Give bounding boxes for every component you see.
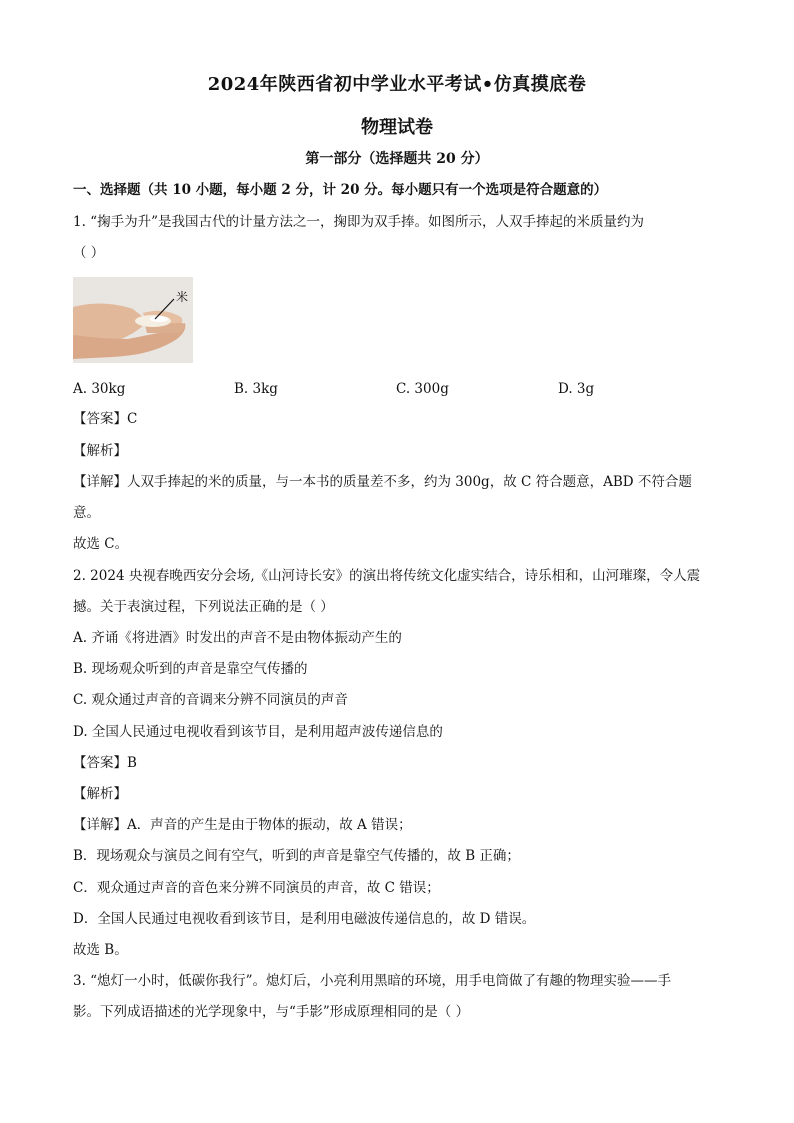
q2-answer: 【答案】B — [73, 755, 137, 771]
q3-stem-line2: 影。下列成语描述的光学现象中，与“手影”形成原理相同的是（ ） — [73, 1004, 470, 1020]
q2-conclusion: 故选 B。 — [73, 942, 128, 958]
part-title: 第一部分（选择题共 20 分） — [305, 151, 489, 167]
q2-stem-line2: 撼。关于表演过程，下列说法正确的是（ ） — [73, 599, 334, 615]
q3-stem-line1: 3. “熄灯一小时，低碳你我行”。熄灯后，小亮利用黑暗的环境，用手电筒做了有趣的物理实验——手 — [73, 973, 671, 989]
q2-detail-b: B．现场观众与演员之间有空气，听到的声音是靠空气传播的，故 B 正确； — [73, 848, 520, 864]
q2-option-c: C. 观众通过声音的音调来分辨不同演员的声音 — [73, 692, 348, 708]
q1-stem-line1: 1. “掬手为升”是我国古代的计量方法之一，掬即为双手捧。如图所示，人双手捧起的米质量约为 — [73, 214, 644, 230]
q1-stem-line2: （ ） — [73, 245, 105, 261]
q1-option-c: C. 300g — [396, 381, 449, 397]
q1-conclusion: 故选 C。 — [73, 536, 129, 552]
q2-option-a: A. 齐诵《将进酒》时发出的声音不是由物体振动产生的 — [73, 630, 402, 646]
q1-detail-line2: 意。 — [73, 505, 100, 521]
q2-option-b: B. 现场观众听到的声音是靠空气传播的 — [73, 661, 308, 677]
q2-detail-a: 【详解】A．声音的产生是由于物体的振动，故 A 错误； — [73, 817, 412, 833]
rice-label: 米 — [176, 290, 189, 304]
q2-detail-d: D．全国人民通过电视收看到该节目，是利用电磁波传递信息的，故 D 错误。 — [73, 911, 536, 927]
exam-subtitle: 物理试卷 — [361, 117, 433, 138]
q1-answer: 【答案】C — [73, 411, 138, 427]
q2-detail-c: C．观众通过声音的音色来分辨不同演员的声音，故 C 错误； — [73, 880, 440, 896]
q1-option-a: A. 30kg — [73, 381, 126, 397]
q1-option-b: B. 3kg — [234, 381, 278, 397]
q2-stem-line1: 2. 2024 央视春晚西安分会场,《山河诗长安》的演出将传统文化虚实结合，诗乐相和，山河璀璨，令人震 — [73, 568, 701, 584]
q2-option-d: D. 全国人民通过电视收看到该节目，是利用超声波传递信息的 — [73, 724, 443, 740]
section-heading: 一、选择题（共 10 小题，每小题 2 分，计 20 分。每小题只有一个选项是符合题意的） — [73, 182, 608, 198]
exam-title: 2024年陕西省初中学业水平考试•仿真摸底卷 — [207, 74, 587, 95]
q1-option-d: D. 3g — [558, 381, 595, 397]
q1-detail-line1: 【详解】人双手捧起的米的质量，与一本书的质量差不多，约为 300g，故 C 符合题意，ABD 不符合题 — [73, 474, 692, 490]
hands-holding-rice-image — [73, 277, 193, 363]
q1-analysis-label: 【解析】 — [73, 443, 127, 459]
q2-analysis-label: 【解析】 — [73, 786, 127, 802]
